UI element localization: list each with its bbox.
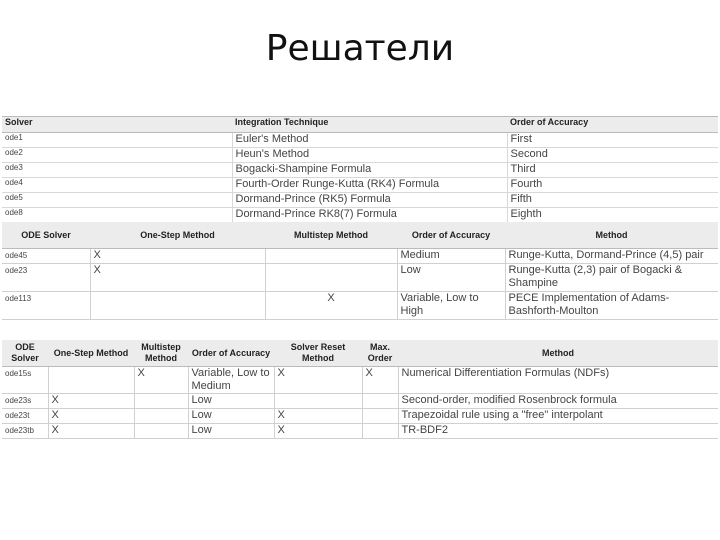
- method-cell: Second-order, modified Rosenbrock formula: [398, 394, 718, 409]
- table-row: [2, 249, 718, 264]
- column-header: Solver Reset Method: [274, 340, 362, 367]
- technique-cell: Dormand-Prince (RK5) Formula: [232, 192, 507, 207]
- order-cell: Fourth: [507, 177, 718, 192]
- column-header: One-Step Method: [90, 222, 265, 249]
- method-cell: Runge-Kutta, Dormand-Prince (4,5) pair: [505, 249, 718, 264]
- column-header: Order of Accuracy: [397, 222, 505, 249]
- method-cell: Runge-Kutta (2,3) pair of Bogacki & Shampine: [505, 264, 718, 292]
- order-cell: Variable, Low to High: [397, 292, 505, 320]
- column-header: Solver: [2, 117, 232, 132]
- solver-cell: ode5: [2, 192, 232, 207]
- solver-cell: ode8: [2, 207, 232, 222]
- column-header: Method: [505, 222, 718, 249]
- one-step-cell: X: [90, 264, 265, 292]
- multistep-cell: X: [134, 367, 188, 394]
- reset-cell: [274, 394, 362, 409]
- technique-cell: Fourth-Order Runge-Kutta (RK4) Formula: [232, 177, 507, 192]
- table-row: [2, 192, 718, 207]
- order-cell: Second: [507, 147, 718, 162]
- solver-cell: ode45: [2, 249, 90, 264]
- order-cell: Eighth: [507, 207, 718, 222]
- max-order-cell: X: [362, 367, 398, 394]
- multistep-cell: [134, 409, 188, 424]
- one-step-cell: [48, 367, 134, 394]
- one-step-cell: X: [48, 394, 134, 409]
- table-header-row: [2, 222, 718, 249]
- column-header: Multistep Method: [134, 340, 188, 367]
- column-header: Order of Accuracy: [188, 340, 274, 367]
- solver-cell: ode3: [2, 162, 232, 177]
- one-step-cell: X: [48, 409, 134, 424]
- solver-cell: ode23t: [2, 409, 48, 424]
- table-row: [2, 177, 718, 192]
- fixed-step-solvers-table: [2, 116, 718, 223]
- method-cell: PECE Implementation of Adams-Bashforth-Moulton: [505, 292, 718, 320]
- stiff-solvers-table: [2, 340, 718, 439]
- solver-cell: ode113: [2, 292, 90, 320]
- technique-cell: Dormand-Prince RK8(7) Formula: [232, 207, 507, 222]
- order-cell: Low: [188, 394, 274, 409]
- solver-cell: ode23tb: [2, 424, 48, 439]
- max-order-cell: [362, 394, 398, 409]
- solver-cell: ode1: [2, 132, 232, 147]
- one-step-cell: X: [48, 424, 134, 439]
- one-step-cell: [90, 292, 265, 320]
- solver-cell: ode23: [2, 264, 90, 292]
- reset-cell: X: [274, 367, 362, 394]
- technique-cell: Bogacki-Shampine Formula: [232, 162, 507, 177]
- order-cell: First: [507, 132, 718, 147]
- nonstiff-solvers-table: [2, 222, 718, 320]
- column-header: Order of Accuracy: [507, 117, 718, 132]
- solver-cell: ode15s: [2, 367, 48, 394]
- table-row: [2, 367, 718, 394]
- multistep-cell: X: [265, 292, 397, 320]
- multistep-cell: [134, 424, 188, 439]
- method-cell: Numerical Differentiation Formulas (NDFs): [398, 367, 718, 394]
- one-step-cell: X: [90, 249, 265, 264]
- slide-title: Решатели: [265, 28, 455, 69]
- solver-cell: ode2: [2, 147, 232, 162]
- max-order-cell: [362, 424, 398, 439]
- table-row: [2, 162, 718, 177]
- table-header-row: [2, 117, 718, 132]
- solver-cell: ode4: [2, 177, 232, 192]
- multistep-cell: [265, 264, 397, 292]
- technique-cell: Heun's Method: [232, 147, 507, 162]
- solver-cell: ode23s: [2, 394, 48, 409]
- column-header: Multistep Method: [265, 222, 397, 249]
- column-header: Integration Technique: [232, 117, 507, 132]
- table-row: [2, 264, 718, 292]
- table-row: [2, 147, 718, 162]
- order-cell: Variable, Low to Medium: [188, 367, 274, 394]
- column-header: Max. Order: [362, 340, 398, 367]
- table-header-row: [2, 340, 718, 367]
- column-header: ODE Solver: [2, 340, 48, 367]
- table-row: [2, 394, 718, 409]
- method-cell: Trapezoidal rule using a "free" interpolant: [398, 409, 718, 424]
- multistep-cell: [265, 249, 397, 264]
- order-cell: Third: [507, 162, 718, 177]
- multistep-cell: [134, 394, 188, 409]
- table-row: [2, 207, 718, 222]
- column-header: ODE Solver: [2, 222, 90, 249]
- column-header: One-Step Method: [48, 340, 134, 367]
- order-cell: Low: [188, 409, 274, 424]
- table-row: [2, 132, 718, 147]
- order-cell: Medium: [397, 249, 505, 264]
- table-row: [2, 292, 718, 320]
- reset-cell: X: [274, 424, 362, 439]
- table-row: [2, 409, 718, 424]
- technique-cell: Euler's Method: [232, 132, 507, 147]
- order-cell: Fifth: [507, 192, 718, 207]
- order-cell: Low: [397, 264, 505, 292]
- reset-cell: X: [274, 409, 362, 424]
- table-row: [2, 424, 718, 439]
- max-order-cell: [362, 409, 398, 424]
- order-cell: Low: [188, 424, 274, 439]
- method-cell: TR-BDF2: [398, 424, 718, 439]
- column-header: Method: [398, 340, 718, 367]
